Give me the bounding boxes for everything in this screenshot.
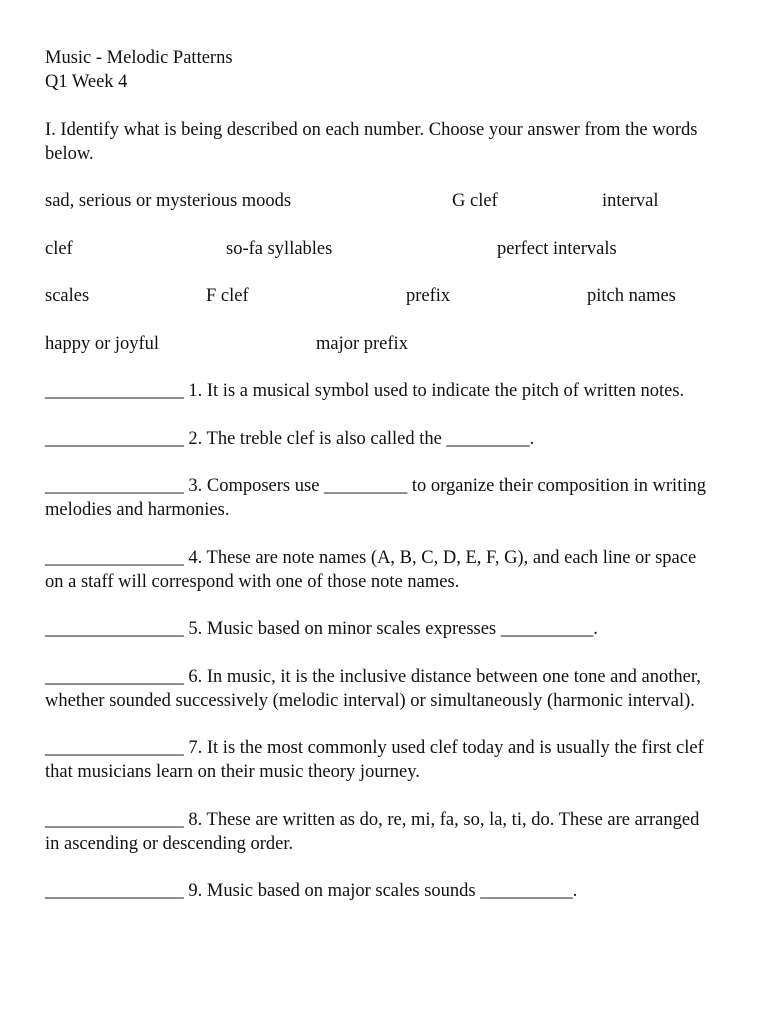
word-bank-item: scales [45, 286, 90, 306]
word-bank-row [45, 332, 713, 356]
question-item: _______________ 1. It is a musical symbol used to indicate the pitch of written notes. [45, 381, 685, 401]
question-item: _______________ 5. Music based on minor scales expresses __________. [45, 619, 598, 639]
question-item: _______________ 3. Composers use _________ to organize their composition in writing melodies and harmonies. [45, 476, 706, 520]
word-bank-item: interval [602, 191, 659, 211]
question-item: _______________ 2. The treble clef is also called the _________. [45, 428, 535, 449]
word-bank [45, 189, 713, 356]
question-item: _______________ 9. Music based on major scales sounds __________. [45, 881, 578, 901]
word-bank-item: sad, serious or mysterious moods [45, 191, 292, 211]
worksheet-title: Music - Melodic Patterns [45, 48, 233, 68]
worksheet-header [45, 46, 713, 94]
question-list [45, 379, 713, 903]
word-bank-item: perfect intervals [497, 238, 617, 259]
word-bank-row [45, 284, 713, 308]
word-bank-item: major prefix [316, 333, 408, 354]
word-bank-item: F clef [206, 286, 249, 306]
word-bank-row [45, 189, 713, 213]
word-bank-item: prefix [406, 286, 451, 306]
question-item: _______________ 7. It is the most commonly used clef today and is usually the first clef that musicians learn on their music theory journey. [45, 738, 704, 782]
question-item: _______________ 8. These are written as do, re, mi, fa, so, la, ti, do. These are arranged in ascending or descending order. [45, 809, 700, 854]
word-bank-item: so-fa syllables [226, 238, 333, 259]
question-item: _______________ 4. These are note names (A, B, C, D, E, F, G), and each line or space on a staff will correspond with one of those note names. [45, 547, 697, 592]
question-item: _______________ 6. In music, it is the inclusive distance between one tone and another, whether sounded successively (melodic interval) or simultaneously (harmonic interval). [45, 666, 701, 711]
word-bank-item: happy or joyful [45, 333, 160, 354]
word-bank-item: clef [45, 238, 73, 259]
worksheet-page [45, 46, 713, 927]
word-bank-row [45, 237, 713, 261]
word-bank-item: G clef [452, 191, 498, 211]
instructions: I. Identify what is being described on each number. Choose your answer from the words below. [45, 120, 698, 164]
word-bank-item: pitch names [587, 286, 676, 306]
worksheet-subtitle: Q1 Week 4 [45, 72, 128, 92]
